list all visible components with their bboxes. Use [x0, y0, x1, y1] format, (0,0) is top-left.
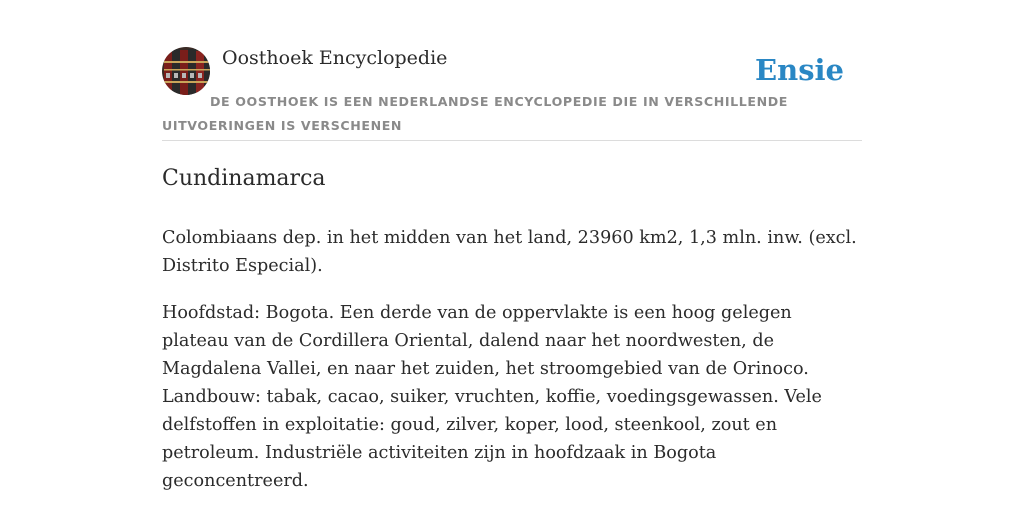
- source-tagline: DE OOSTHOEK IS EEN NEDERLANDSE ENCYCLOPEDIE DIE IN VERSCHILLENDE UITVOERINGEN IS VERSCHENEN: [162, 94, 789, 133]
- article: [162, 160, 862, 512]
- book-spines-icon: [162, 47, 210, 95]
- article-paragraph: Hoofdstad: Bogota. Een derde van de oppervlakte is een hoog gelegen plateau van de Cordillera Oriental, dalend naar het noordwesten, de Magdalena Vallei, en naar het zuiden, het stroomgebied van de Orinoco. Landbouw: tabak, cacao, suiker, vruchten, koffie, voedingsgewassen. Vele delfstoffen in exploitatie: goud, zilver, koper, lood, steenkool, zout en petroleum. Industriële activiteiten zijn in hoofdzaak in Bogota geconcentreerd.: [162, 303, 822, 491]
- article-paragraph: Colombiaans dep. in het midden van het land, 23960 km2, 1,3 mln. inw. (excl. Distrito Especial).: [162, 228, 857, 276]
- source-name[interactable]: Oosthoek Encyclopedie: [222, 47, 448, 69]
- source-avatar[interactable]: [162, 47, 210, 95]
- article-title: Cundinamarca: [162, 166, 326, 191]
- brand-logo[interactable]: Ensie: [755, 53, 844, 87]
- header: [162, 46, 862, 141]
